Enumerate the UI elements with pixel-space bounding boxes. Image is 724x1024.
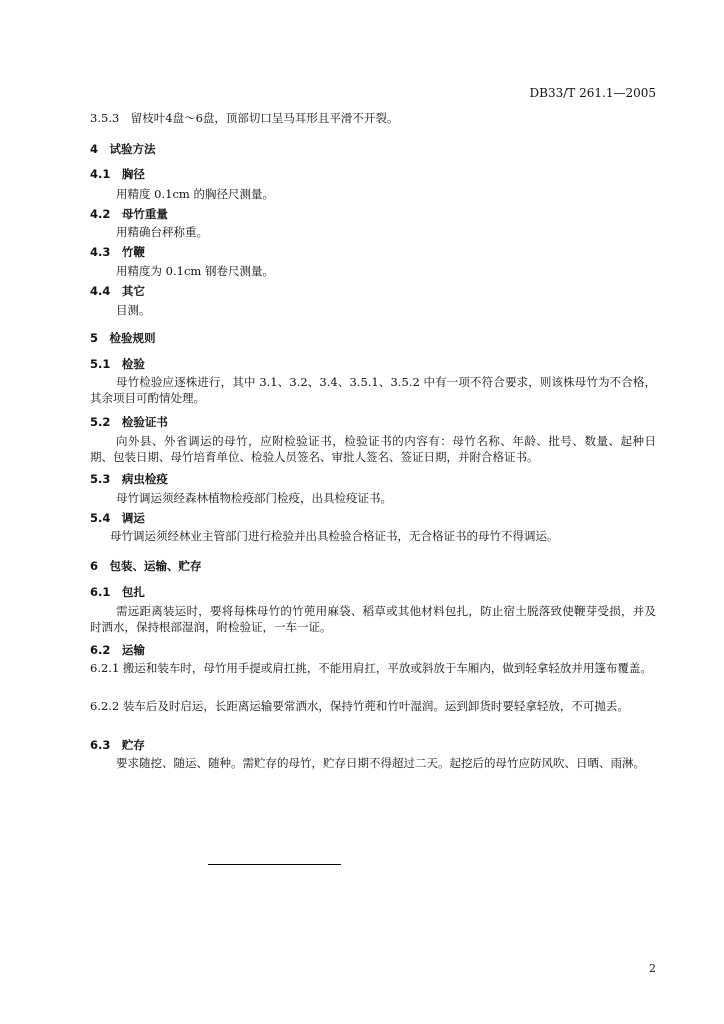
clause-text-6-2-1: 6.2.1 搬运和装车时，母竹用手提或肩扛挑，不能用肩扛，平放或斜放于车厢内，做到轻拿轻放并用篷布覆盖。 [90,661,652,675]
clause-heading-6-1: 6.1 包扎 [90,585,145,599]
section-heading-6: 6 包装、运输、贮存 [90,559,202,573]
clause-heading-5-1: 5.1 检验 [90,357,145,371]
clause-heading-5-4: 5.4 调运 [90,511,145,525]
clause-text-5-4: 母竹调运须经林业主管部门进行检验并出具检验合格证书，无合格证书的母竹不得调运。 [110,529,559,543]
clause-text-4-3: 用精度为 0.1cm 钢卷尺测量。 [116,264,274,278]
clause-heading-4-3: 4.3 竹鞭 [90,245,145,259]
section-heading-5: 5 检验规则 [90,331,156,345]
clause-text-6-2-2: 6.2.2 装车后及时启运，长距离运输要常洒水，保持竹蔸和竹叶湿润。运到卸货时要轻拿轻放，不可抛丢。 [90,699,629,713]
clause-text-4-2: 用精确台秤称重。 [116,225,208,239]
clause-text-4-4: 目测。 [116,303,151,317]
end-rule [208,864,341,865]
clause-3-5-3: 3.5.3 留枝叶4盘～6盘，顶部切口呈马耳形且平滑不开裂。 [90,111,399,125]
clause-heading-6-2: 6.2 运输 [90,643,145,657]
clause-text-6-3: 要求随挖、随运、随种。需贮存的母竹，贮存日期不得超过二天。起挖后的母竹应防风吹、日晒、雨淋。 [116,756,645,770]
section-heading-4: 4 试验方法 [90,142,156,156]
clause-text-5-3: 母竹调运须经森林植物检疫部门检疫，出具检疫证书。 [116,491,392,505]
page-number: 2 [649,962,656,975]
clause-text-5-2: 向外县、外省调运的母竹，应附检验证书，检验证书的内容有：母竹名称、年龄、批号、数量、起种日期、包装日期、母竹培育单位、检验人员签名、审批人签名、签证日期，并附合格证书。 [90,434,656,464]
clause-heading-5-2: 5.2 检验证书 [90,415,168,429]
clause-text-4-1: 用精度 0.1cm 的胸径尺测量。 [116,187,274,201]
clause-text-6-1: 需远距离装运时，要将每株母竹的竹蔸用麻袋、稻草或其他材料包扎，防止宿土脱落致使鞭芽受损，并及时洒水，保持根部湿润，附检验证，一车一证。 [90,604,656,634]
clause-text-5-1: 母竹检验应逐株进行，其中 3.1、3.2、3.4、3.5.1、3.5.2 中有一项不符合要求，则该株母竹为不合格，其余项目可酌情处理。 [90,375,656,405]
clause-heading-4-2: 4.2 母竹重量 [90,207,168,221]
clause-heading-5-3: 5.3 病虫检疫 [90,472,168,486]
clause-heading-6-3: 6.3 贮存 [90,738,145,752]
clause-heading-4-1: 4.1 胸径 [90,167,145,181]
clause-heading-4-4: 4.4 其它 [90,284,145,298]
standard-code: DB33/T 261.1—2005 [529,86,656,100]
